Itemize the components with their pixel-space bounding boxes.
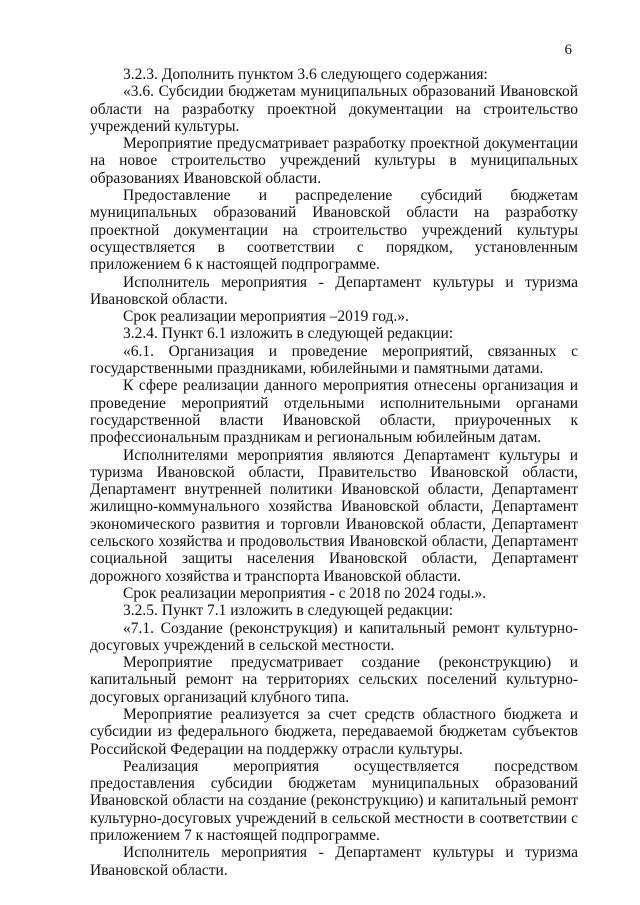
paragraph: Исполнитель мероприятия - Департамент культуры и туризма Ивановской области. — [90, 844, 578, 879]
paragraph: Исполнителями мероприятия являются Департамент культуры и туризма Ивановской области, Правительство Ивановской области, Департамент внутренней политики Ивановской области, Департамент жилищно-коммунального хозяйства Ивановской области, Департамент экономического развития и торговли Ивановской области, Департамент сельского хозяйства и продовольствия Ивановской области, Департамент социальной защиты населения Ивановской области, Департамент дорожного хозяйства и транспорта Ивановской области. — [90, 446, 578, 585]
paragraph: Мероприятие реализуется за счет средств областного бюджета и субсидии из федерального бюджета, передаваемой бюджетам субъектов Российской Федерации на поддержку отрасли культуры. — [90, 705, 578, 758]
paragraph: К сфере реализации данного мероприятия отнесены организация и проведение мероприятий отдельными исполнительными органами государственной власти Ивановской области, приуроченных к профессиональным праздникам и региональным юбилейным датам. — [90, 377, 578, 447]
paragraph: Срок реализации мероприятия - с 2018 по 2024 годы.». — [123, 584, 487, 602]
paragraph: Предоставление и распределение субсидий бюджетам муниципальных образований Ивановской области на разработку проектной документации на строительство учреждений культуры осуществляется в соответствии с порядком, установленным приложением 6 к настоящей подпрограмме. — [90, 187, 578, 274]
paragraph: Исполнитель мероприятия - Департамент культуры и туризма Ивановской области. — [90, 273, 578, 308]
paragraph: Мероприятие предусматривает создание (реконструкцию) и капитальный ремонт на территориях сельских поселений культурно-досуговых организаций клубного типа. — [90, 654, 578, 706]
paragraph: «7.1. Создание (реконструкция) и капитальный ремонт культурно-досуговых учреждений в сельской местности. — [90, 619, 578, 654]
paragraph: «3.6. Субсидии бюджетам муниципальных образований Ивановской области на разработку проектной документации на строительство учреждений культуры. — [90, 83, 578, 135]
document-body — [90, 66, 578, 879]
paragraph: «6.1. Организация и проведение мероприятий, связанных с государственными праздниками, юбилейными и памятными датами. — [90, 342, 578, 378]
paragraph: Срок реализации мероприятия –2019 год.». — [123, 308, 409, 326]
paragraph: 3.2.5. Пункт 7.1 изложить в следующей редакции: — [123, 602, 454, 620]
paragraph: Реализация мероприятия осуществляется посредством предоставления субсидии бюджетам муниципальных образований Ивановской области на создание (реконструкцию) и капитальный ремонт культурно-досуговых учреждений в сельской местности в соответствии с приложением 7 к настоящей подпрограмме. — [90, 757, 578, 845]
page-number: 6 — [564, 42, 572, 58]
paragraph: Мероприятие предусматривает разработку проектной документации на новое строительство учреждений культуры в муниципальных образованиях Ивановской области. — [90, 135, 578, 187]
paragraph: 3.2.3. Дополнить пунктом 3.6 следующего содержания: — [123, 66, 488, 83]
paragraph: 3.2.4. Пункт 6.1 изложить в следующей редакции: — [123, 325, 454, 343]
